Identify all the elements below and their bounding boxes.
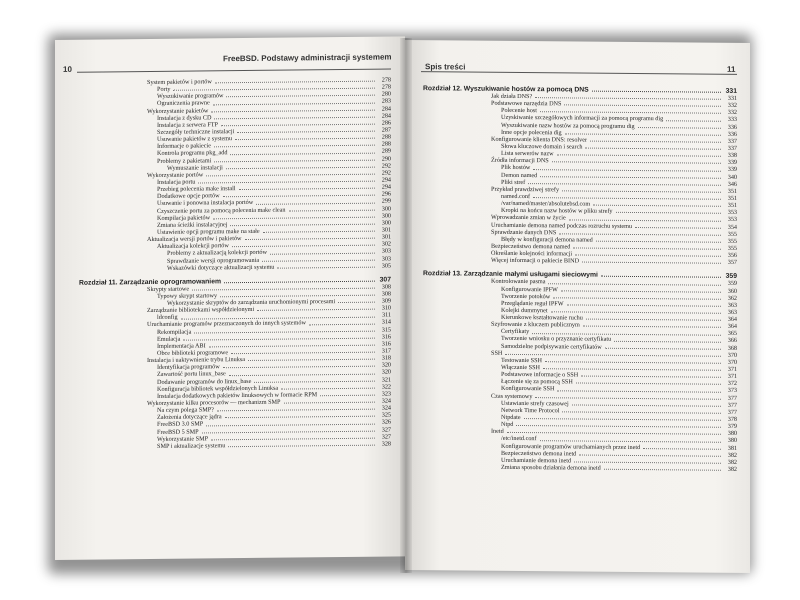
toc-entry-title: Inne opcje polecenia dig [501, 128, 562, 137]
toc-leader-dots [239, 188, 375, 190]
toc-entry-page: 337 [727, 137, 737, 145]
toc-entry-page: 355 [727, 244, 737, 252]
toc-leader-dots [533, 169, 721, 172]
toc-leader-dots [229, 373, 375, 376]
toc-entry-page: 370 [727, 358, 737, 366]
toc-entry-page: 351 [727, 201, 737, 209]
toc-entry-page: 353 [727, 209, 737, 217]
toc-leader-dots [540, 112, 721, 115]
toc-entry-page: 368 [727, 344, 737, 352]
toc-entry-title: Implementacja ABI [157, 342, 206, 350]
toc-entry-title: Określanie kolejności informacji [491, 249, 573, 258]
right-header-rule [421, 71, 737, 75]
toc-leader-dots [561, 290, 721, 292]
toc-entry-title: Samodzielne podpisywanie certyfikatów [501, 342, 602, 351]
toc-leader-dots [277, 266, 375, 268]
toc-entry-title: Sprawdzanie danych DNS [491, 228, 557, 236]
toc-entry-title: Kompilacja pakietów [157, 214, 211, 222]
book-gutter [400, 38, 412, 573]
toc-entry-title: Rozdział 13. Zarządzanie małymi usługami sieciowymi [423, 270, 598, 279]
toc-entry-title: Lista serwerów nazw [501, 149, 554, 158]
toc-entry-page: 340 [727, 173, 737, 181]
toc-entry-page: 301 [381, 226, 391, 234]
toc-entry-title: Tworzenie potoków [501, 292, 551, 300]
toc-leader-dots [545, 361, 721, 364]
toc-leader-dots [232, 245, 375, 247]
toc-entry-title: Informacje o pakiecie [157, 142, 211, 151]
toc-entry-page: 366 [727, 337, 737, 345]
toc-leader-dots [635, 227, 721, 229]
toc-entry-title: Instalacja i uaktywnienie trybu Linuksa [147, 356, 245, 365]
toc-leader-dots [548, 283, 721, 286]
toc-leader-dots [289, 209, 376, 211]
toc-leader-dots [257, 309, 375, 311]
toc-entry-title: named.conf [501, 192, 531, 201]
toc-entry-title: Konfigurowanie klienta DNS: resolver [491, 135, 588, 144]
toc-entry-title: Uzyskiwanie szczegółowych informacji za pomocą programu dig [501, 114, 664, 123]
toc-entry-page: 328 [381, 440, 391, 448]
toc-entry-page: 359 [725, 273, 737, 281]
toc-entry-page: 370 [727, 351, 737, 359]
toc-leader-dots [237, 131, 375, 133]
toc-entry-title: Przeglądanie reguł IPFW [501, 299, 564, 308]
toc-entry-title: Zawartość portu linux_base [157, 370, 226, 379]
toc-entry-page: 333 [727, 116, 737, 124]
toc-entry-title: Demon named [501, 171, 538, 179]
toc-leader-dots [226, 95, 375, 98]
toc-entry-page: 320 [381, 361, 391, 369]
toc-entry-title: Ntpd [501, 421, 514, 429]
toc-entry-page: 321 [381, 376, 391, 384]
toc-entry-title: Instalacja dodatkowych pakietów linuksowych w formacie RPM [157, 391, 318, 400]
toc-entry-page: 346 [727, 180, 737, 188]
toc-entry-page: 382 [727, 465, 737, 473]
toc-leader-dots [557, 390, 721, 392]
toc-entry-title: Instalacja z serwera FTP [157, 121, 218, 129]
toc-entry-title: Sprawdzanie wersji oprogramowania [167, 256, 260, 265]
toc-entry-title: Szyfrowanie z kluczem publicznym [491, 320, 580, 329]
toc-entry-title: Więcej informacji o pakiecie BIND [491, 256, 580, 265]
toc-entry-title: Network Time Protocol [501, 406, 560, 415]
left-header-rule [77, 68, 391, 72]
toc-leader-dots [230, 224, 375, 227]
toc-entry-page: 283 [381, 97, 391, 105]
toc-leader-dots [586, 319, 721, 321]
toc-entry-page: 320 [381, 368, 391, 377]
toc-entry-title: Zmiana ścieżki instalacyjnej [157, 220, 228, 229]
toc-leader-dots [262, 259, 375, 261]
toc-entry-title: Podstawowe narzędzia DNS [491, 99, 562, 108]
toc-entry-page: 292 [381, 162, 391, 170]
toc-entry-title: Wykorzystanie skryptów do zarządzania uruchomionymi procesami [167, 298, 336, 307]
toc-entry-title: Obce biblioteki programowe [157, 349, 229, 357]
toc-entry-title: Wykorzystanie SMP [157, 435, 209, 443]
toc-entry-page: 353 [727, 216, 737, 224]
toc-leader-dots [228, 445, 375, 448]
toc-entry-title: Konfigurowanie IPFW [501, 285, 558, 293]
toc-entry-title: Problemy z pakietami [157, 156, 212, 165]
toc-entry-title: Instalacja portu [157, 178, 196, 186]
toc-entry-page: 327 [381, 426, 391, 434]
left-running-header: FreeBSD. Podstawy administracji systemem [223, 52, 392, 64]
toc-entry-page: 288 [381, 140, 391, 148]
toc-entry-title: Usuwanie pakietów z systemu [157, 135, 233, 144]
toc-entry-title: Kropki na końcu nazw hostów w pliku strefy [501, 207, 613, 216]
toc-leader-dots [284, 402, 376, 404]
toc-entry-title: Typowy skrypt startowy [157, 292, 218, 300]
toc-leader-dots [581, 376, 721, 378]
toc-entry-page: 299 [381, 197, 391, 205]
toc-entry-page: 303 [381, 247, 391, 255]
toc-entry-title: Dodatkowe opcje portów [157, 192, 220, 201]
toc-leader-dots [245, 238, 375, 240]
toc-entry-page: 280 [381, 90, 391, 98]
toc-entry-page: 380 [727, 430, 737, 438]
toc-entry-page: 363 [727, 308, 737, 316]
toc-entry-page: 381 [727, 444, 737, 452]
toc-entry-title: SMP i aktualizacje systemu [157, 442, 226, 450]
toc-entry-page: 364 [727, 315, 737, 323]
toc-entry-page: 309 [381, 297, 391, 305]
toc-entry-page: 356 [727, 251, 737, 259]
toc-entry-title: Uruchamianie demona inetd [501, 456, 572, 465]
toc-leader-dots [220, 295, 375, 298]
toc-entry-page: 363 [727, 301, 737, 309]
toc-entry-title: Przebieg polecenia make install [157, 185, 236, 194]
toc-leader-dots [225, 416, 375, 419]
toc-leader-dots [638, 127, 721, 129]
toc-leader-dots [562, 411, 721, 413]
toc-entry-page: 332 [727, 109, 737, 117]
toc-entry [421, 463, 737, 473]
toc-entry-page: 382 [727, 451, 737, 459]
toc-entry-title: Kontrola programu pkg_add [157, 149, 228, 158]
toc-entry-page: 300 [381, 204, 391, 213]
toc-entry-page: 355 [727, 230, 737, 238]
toc-leader-dots [585, 148, 721, 150]
toc-entry-title: Wprowadzanie zmian w życie [491, 214, 566, 222]
toc-leader-dots [256, 202, 375, 204]
toc-entry-page: 300 [381, 219, 391, 227]
toc-entry-title: Usuwanie i ponowna instalacja portów [157, 199, 254, 208]
toc-leader-dots [666, 120, 721, 121]
toc-leader-dots [592, 91, 721, 93]
toc-entry-title: Założenia dotyczące jądra [157, 413, 222, 422]
toc-entry-page: 371 [727, 365, 737, 373]
toc-entry-page: 302 [381, 240, 391, 248]
toc-entry-page: 278 [381, 76, 391, 84]
toc-entry-page: 305 [381, 262, 391, 270]
toc-leader-dots [601, 276, 721, 278]
toc-entry-page: 339 [727, 166, 737, 174]
toc-entry-page: 311 [381, 311, 391, 319]
toc-leader-dots [235, 138, 375, 140]
toc-entry-title: Tworzenie wniosku o przyznanie certyfikatu [501, 335, 612, 344]
toc-entry-page: 324 [381, 397, 391, 405]
toc-entry-title: Wykorzystanie kilku procesorów — mechanizm SMP [147, 398, 281, 408]
toc-entry-title: Kontrolowanie pasma [491, 278, 546, 286]
toc-entry-title: Rozdział 12. Wyszukiwanie hostów za pomocą DNS [423, 85, 589, 94]
toc-entry-page: 380 [727, 437, 737, 445]
toc-entry-title: Zmiana sposobu działania demona inetd [501, 463, 601, 472]
right-toc-list [421, 78, 737, 473]
toc-leader-dots [263, 231, 375, 233]
toc-entry-page: 294 [381, 176, 391, 184]
toc-leader-dots [614, 340, 721, 342]
toc-leader-dots [338, 302, 375, 303]
toc-entry-title: Emulacja [157, 335, 181, 343]
toc-entry-title: Ustawienie opcji programu make na stałe [157, 227, 260, 236]
toc-entry-title: Wykorzystanie portów [147, 171, 204, 179]
toc-leader-dots [320, 395, 375, 397]
toc-entry-title: FreeBSD 5 SMP [157, 428, 199, 436]
toc-entry-title: Problemy z aktualizacją kolekcji portów [167, 249, 267, 258]
toc-entry-title: ldconfig [157, 314, 178, 322]
left-page-number: 10 [63, 64, 72, 74]
toc-entry-title: Czyszczenie portu za pomocą polecenia make clean [157, 206, 286, 215]
toc-entry-page: 373 [727, 387, 737, 395]
toc-entry-page: 307 [379, 276, 391, 284]
toc-leader-dots [540, 440, 721, 443]
toc-entry-title: Konfigurowanie SSH [501, 385, 555, 393]
toc-leader-dots [564, 105, 721, 107]
toc-entry-title: Aktualizacja wersji portów i pakietów [147, 235, 242, 244]
toc-entry-title: Wymuszanie instalacji [167, 163, 223, 172]
toc-entry-page: 294 [381, 183, 391, 191]
toc-entry-page: 382 [727, 458, 737, 466]
toc-leader-dots [535, 97, 721, 100]
toc-entry-title: FreeBSD 3.0 SMP [157, 420, 204, 429]
toc-entry-page: 332 [727, 101, 737, 110]
toc-entry-title: /var/named/master/absolutebsd.com [501, 199, 591, 208]
toc-leader-dots [596, 241, 721, 243]
toc-entry-page: 301 [381, 233, 391, 241]
toc-entry-page: 331 [727, 94, 737, 102]
toc-leader-dots [270, 252, 375, 254]
toc-entry-page: 377 [727, 394, 737, 402]
right-running-header: Spis treści [425, 62, 466, 72]
toc-entry-page: 365 [727, 330, 737, 338]
toc-entry-page: 286 [381, 119, 391, 127]
toc-entry-title: Uruchamianie programów przeznaczonych do innych systemów [147, 319, 306, 329]
toc-entry-title: Pliki stref [501, 178, 526, 186]
toc-entry-page: 337 [727, 144, 737, 152]
toc-entry-page: 317 [381, 347, 391, 355]
toc-entry-page: 326 [381, 418, 391, 427]
toc-leader-dots [605, 348, 721, 350]
toc-leader-dots [562, 190, 721, 192]
toc-entry-page: 300 [381, 212, 391, 220]
toc-leader-dots [575, 255, 721, 257]
toc-entry-page: 288 [381, 133, 391, 141]
toc-leader-dots [226, 166, 375, 169]
toc-leader-dots [559, 233, 721, 235]
toc-entry [421, 256, 737, 266]
toc-entry-title: Wskazówki dotyczące aktualizacji systemu [167, 263, 275, 272]
toc-leader-dots [223, 195, 375, 198]
toc-entry-title: Wyszukiwanie nazw hostów za pomocą programu dig [501, 121, 635, 130]
toc-entry-page: 303 [381, 254, 391, 263]
toc-entry-page: 315 [381, 326, 391, 334]
toc-entry-title: Ustawianie strefy czasowej [501, 399, 569, 408]
toc-entry-page: 355 [727, 237, 737, 245]
toc-entry-title: Wyszukiwanie programów [157, 92, 224, 101]
toc-entry-title: Polecenie host [501, 107, 537, 115]
toc-entry-title: Inetd [491, 428, 504, 436]
toc-entry-page: 292 [381, 169, 391, 177]
toc-entry-title: Ntpdate [501, 413, 521, 422]
toc-entry-title: System pakietów i portów [147, 78, 212, 87]
toc-leader-dots [604, 469, 721, 471]
toc-entry-page: 308 [381, 290, 391, 298]
toc-leader-dots [593, 205, 721, 207]
toc-leader-dots [590, 141, 721, 143]
toc-entry-title: Włączanie SSH [501, 363, 541, 372]
toc-leader-dots [540, 176, 721, 179]
toc-entry-title: Skrypty startowe [147, 285, 190, 293]
toc-entry-title: Rozdział 11. Zarządzanie oprogramowaniem [79, 277, 222, 287]
toc-entry-page: 339 [727, 159, 737, 167]
toc-leader-dots [281, 388, 375, 390]
toc-entry-page: 338 [727, 151, 737, 160]
toc-entry-page: 323 [381, 390, 391, 398]
toc-entry-title: Identyfikacja programów [157, 363, 220, 372]
toc-leader-dots [231, 352, 375, 355]
toc-entry-page: 351 [727, 194, 737, 202]
toc-entry-title: Plik hostów [501, 164, 531, 172]
toc-entry-page: 310 [381, 304, 391, 312]
toc-entry-title: Aktualizacja kolekcji portów [157, 242, 229, 251]
toc-leader-dots [574, 462, 721, 464]
toc-leader-dots [643, 448, 721, 450]
toc-entry-page: 316 [381, 333, 391, 341]
toc-entry-page: 354 [727, 223, 737, 231]
toc-entry-title: Kolejki dummynet [501, 306, 548, 315]
toc-leader-dots [543, 368, 721, 371]
toc-entry-page: 322 [381, 383, 391, 391]
toc-leader-dots [557, 155, 721, 157]
toc-entry-page: 359 [727, 280, 737, 288]
left-page [55, 36, 405, 560]
right-page [405, 40, 750, 573]
toc-entry-title: Instalacja z dysku CD [157, 114, 212, 122]
left-toc-list [77, 76, 391, 450]
toc-entry-title: /etc/inetd.conf [501, 435, 537, 443]
toc-leader-dots [223, 366, 375, 369]
toc-leader-dots [583, 326, 721, 328]
toc-entry-page: 351 [727, 187, 737, 195]
toc-entry-page: 318 [381, 354, 391, 362]
toc-entry-title: Źródła informacji DNS [491, 157, 549, 165]
toc-entry-page: 289 [381, 147, 391, 155]
toc-entry-page: 371 [727, 373, 737, 381]
toc-entry-title: Porty [157, 85, 171, 94]
toc-entry-title: Konfiguracja bibliotek współdzielonych Linuksa [157, 384, 279, 393]
toc-entry-title: Bezpieczeństwo demona named [491, 242, 571, 251]
toc-leader-dots [565, 133, 721, 135]
toc-leader-dots [551, 311, 721, 313]
toc-entry-page: 314 [381, 318, 391, 327]
toc-leader-dots [248, 359, 375, 361]
toc-entry-title: Jak działa DNS? [491, 92, 533, 101]
toc-leader-dots [569, 219, 721, 221]
toc-entry-title: Testowanie SSH [501, 356, 542, 365]
toc-entry-page: 296 [381, 190, 391, 198]
toc-entry-page: 325 [381, 411, 391, 419]
toc-entry-page: 336 [727, 130, 737, 138]
right-page-number: 11 [727, 64, 736, 74]
toc-entry-title: Certyfikaty [501, 328, 530, 336]
toc-leader-dots [567, 304, 721, 306]
toc-entry-page: 327 [381, 433, 391, 441]
toc-leader-dots [254, 380, 375, 382]
toc-leader-dots [553, 297, 721, 299]
toc-leader-dots [221, 124, 375, 127]
toc-leader-dots [579, 454, 721, 456]
toc-entry-title: Przykład prawdziwej strefy [491, 185, 560, 194]
toc-entry-page: 336 [727, 123, 737, 131]
toc-leader-dots [552, 162, 721, 164]
toc-entry-title: Konfigurowanie programów uruchamianych przez inetd [501, 442, 641, 451]
toc-entry-title: Podstawowe informacje o SSH [501, 371, 579, 379]
toc-entry-page: 308 [381, 283, 391, 291]
toc-entry-page: 278 [381, 83, 391, 91]
toc-entry-title: SSH [491, 349, 503, 357]
toc-entry-page: 360 [727, 287, 737, 295]
toc-leader-dots [573, 248, 721, 250]
toc-entry-page: 316 [381, 340, 391, 348]
toc-entry-page: 362 [727, 294, 737, 302]
toc-entry-title: Na czym polega SMP? [157, 406, 214, 415]
toc-entry-page: 378 [727, 415, 737, 423]
toc-entry-title: Łączenie się za pomocą SSH [501, 378, 573, 386]
toc-entry-title: Uruchamianie demona named podczas rozruchu systemu [491, 221, 633, 230]
toc-entry-page: 379 [727, 422, 737, 431]
toc-entry-page: 372 [727, 380, 737, 388]
toc-entry-title: Czas systemowy [491, 392, 533, 400]
toc-entry-title: Kierunkowe kształtowanie ruchu [501, 313, 583, 322]
toc-entry-title: Słowa kluczowe domain i search [501, 142, 583, 151]
toc-leader-dots [309, 323, 375, 325]
toc-entry-page: 284 [381, 112, 391, 120]
toc-entry-page: 377 [727, 401, 737, 409]
toc-entry-page: 290 [381, 155, 391, 163]
toc-leader-dots [582, 262, 721, 264]
toc-entry-title: Zarządzanie bibliotekami współdzielonymi [147, 306, 255, 315]
toc-entry-page: 331 [725, 87, 737, 95]
toc-entry-page: 284 [381, 105, 391, 113]
toc-entry-page: 364 [727, 323, 737, 331]
toc-entry-page: 357 [727, 259, 737, 267]
toc-entry-title: Bezpieczeństwo demona inetd [501, 449, 577, 458]
toc-leader-dots [616, 212, 721, 214]
toc-entry-page: 287 [381, 126, 391, 134]
toc-entry-title: Rekompilacja [157, 328, 192, 336]
toc-leader-dots [224, 280, 375, 283]
toc-leader-dots [576, 383, 721, 385]
toc-leader-dots [535, 397, 721, 400]
toc-entry-title: Błędy w konfiguracji demona named [501, 235, 593, 244]
toc-entry-page: 377 [727, 408, 737, 416]
toc-leader-dots [230, 152, 375, 155]
toc-entry-title: Wykorzystanie pakietów [147, 106, 209, 115]
toc-entry-title: Dodawanie programów do linux_base [157, 377, 252, 386]
toc-leader-dots [572, 404, 721, 406]
toc-entry-title: Ograniczenia prawne [157, 99, 210, 108]
toc-entry-page: 324 [381, 404, 391, 412]
toc-entry-title: Szczegóły techniczne instalacji [157, 128, 235, 136]
